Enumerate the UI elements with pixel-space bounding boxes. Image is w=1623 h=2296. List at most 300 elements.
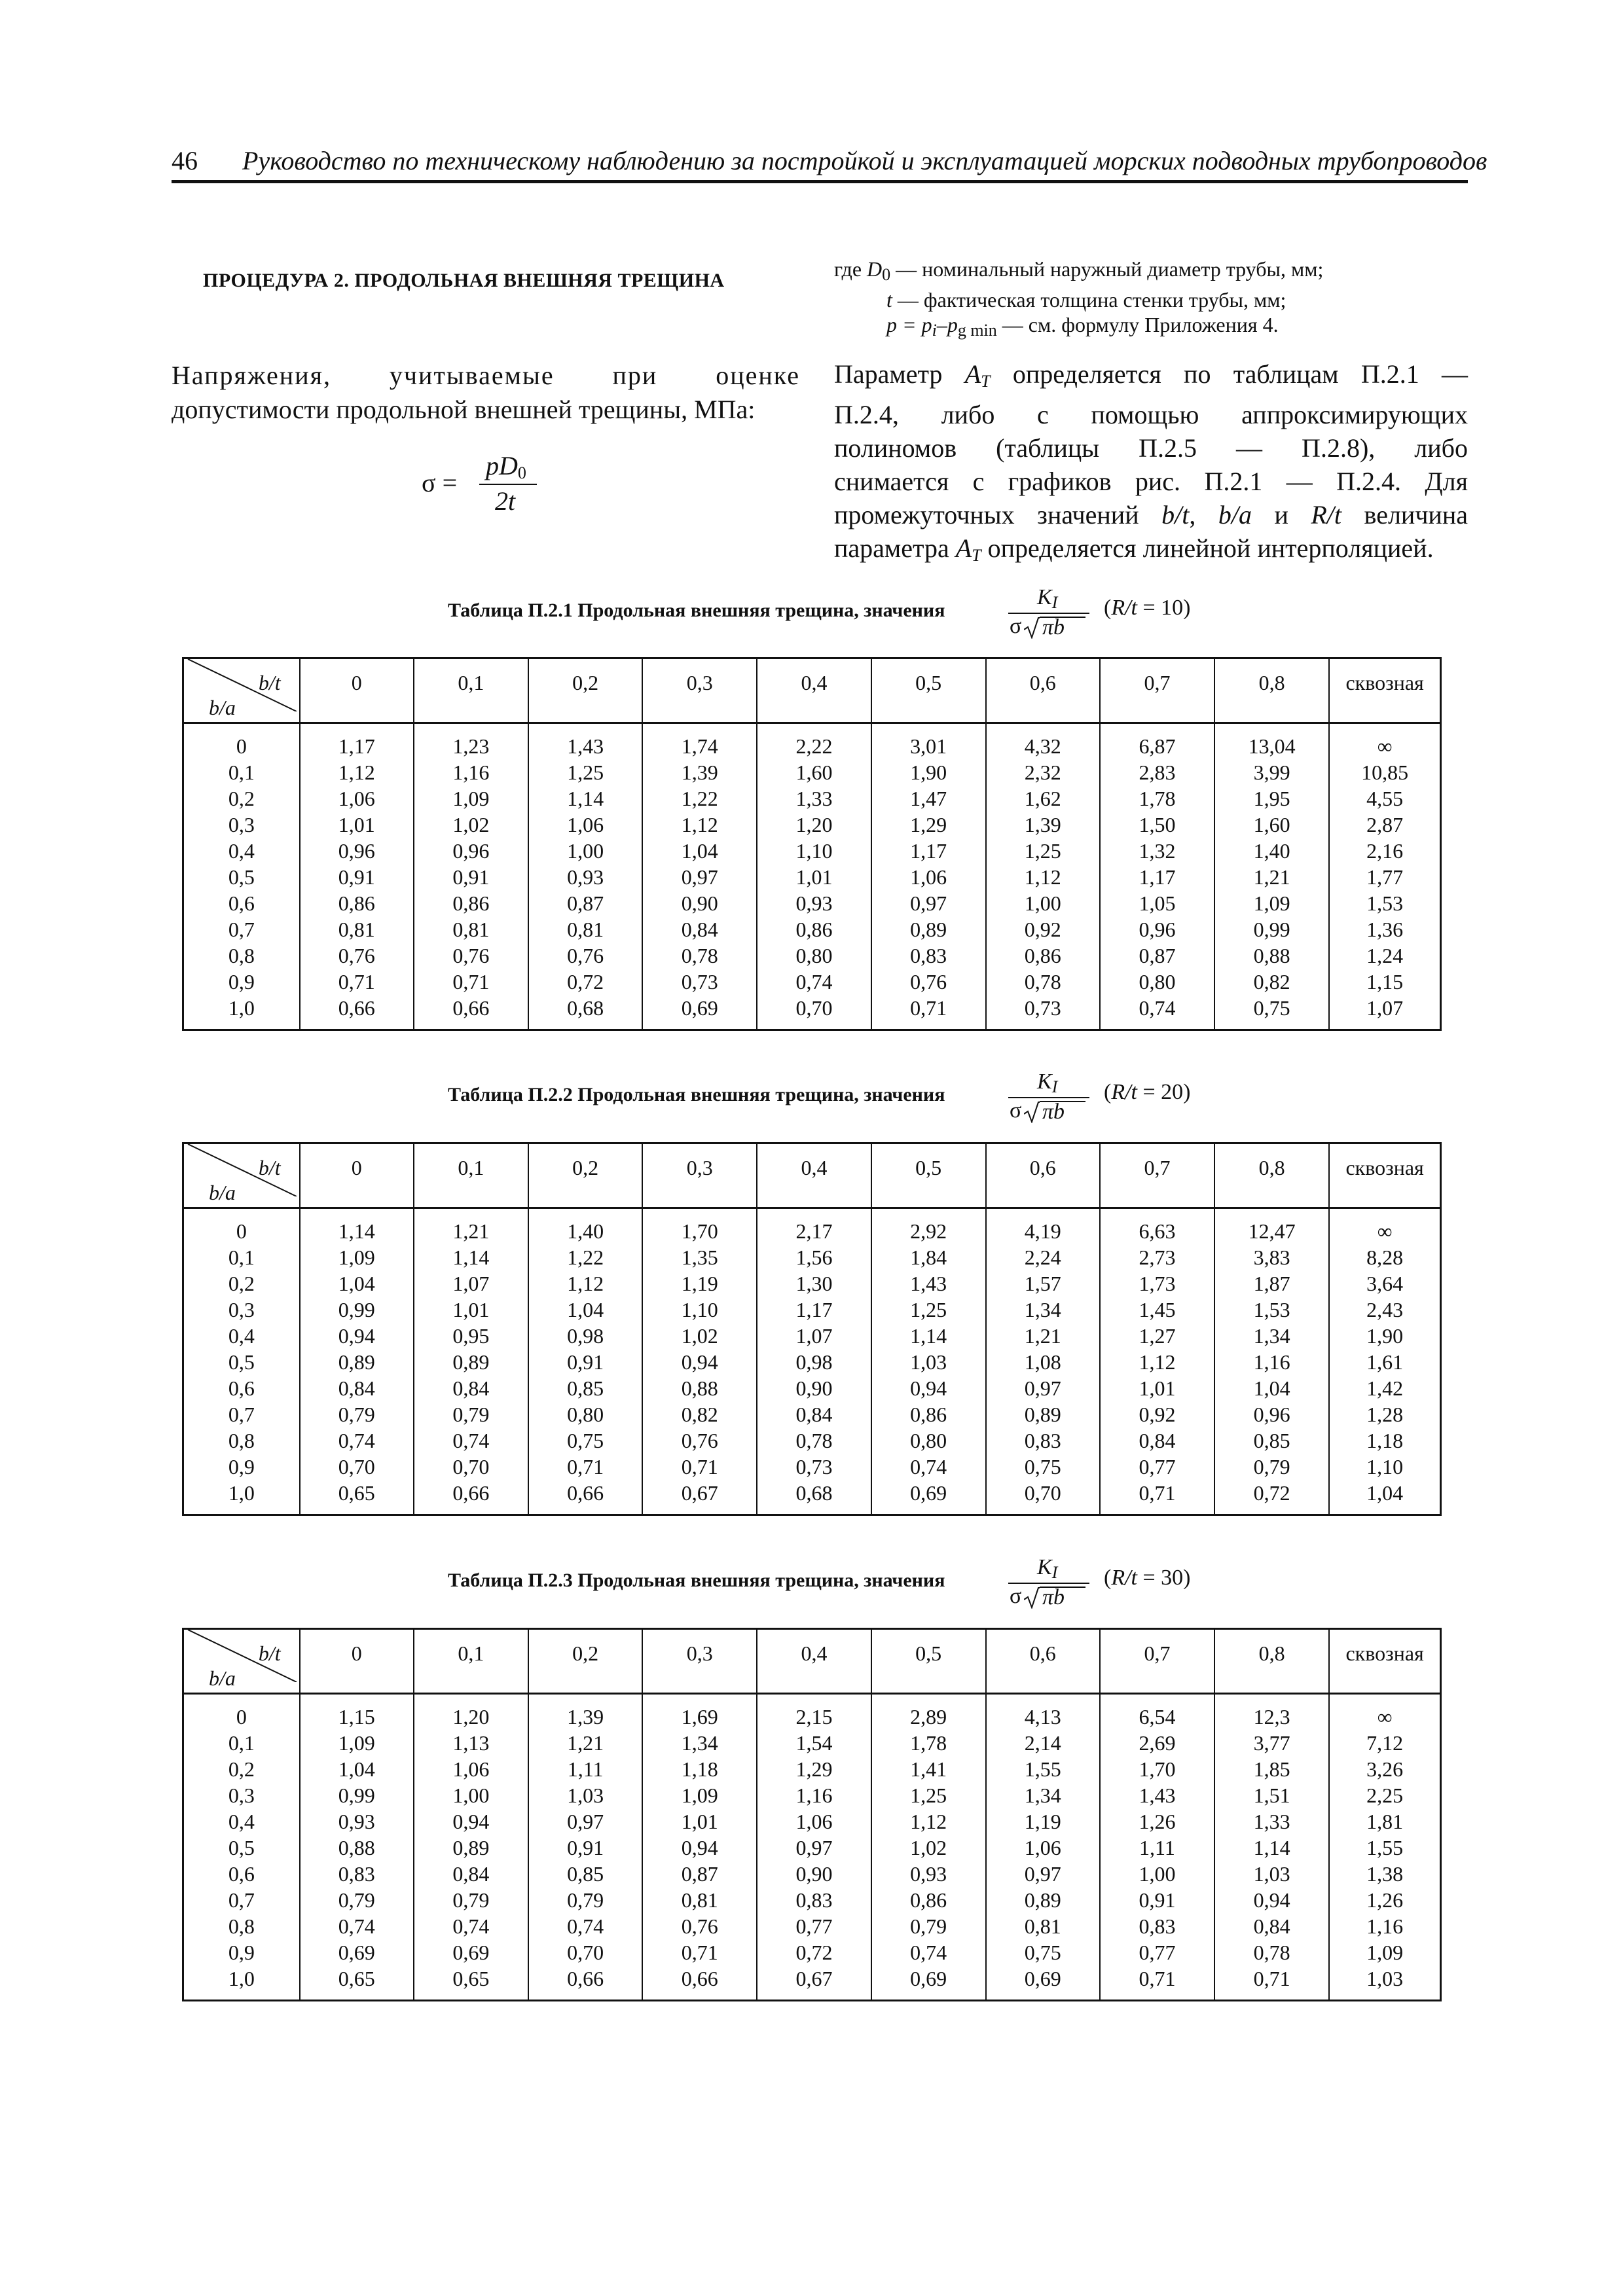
table-cell: 0,91 — [414, 864, 528, 890]
table-cell: 1,17 — [871, 838, 986, 864]
header-rule — [172, 180, 1468, 183]
table-cell: 1,19 — [642, 1270, 757, 1297]
table-cell: 0,94 — [642, 1349, 757, 1375]
table-cell: 0,81 — [642, 1887, 757, 1913]
table-cell: 1,11 — [528, 1756, 642, 1782]
table-cell: 0,66 — [414, 995, 528, 1030]
table-cell: 3,83 — [1214, 1244, 1329, 1270]
table-cell: 0,65 — [414, 1965, 528, 2001]
table-cell: 1,04 — [1214, 1375, 1329, 1401]
column-header: 0,5 — [871, 1629, 986, 1694]
formula-numerator: $pD_0$ — [486, 451, 526, 482]
table-cell: 2,43 — [1329, 1297, 1440, 1323]
table-cell: 0,86 — [986, 942, 1100, 969]
table-row — [183, 1375, 1441, 1401]
table-cell: 0,65 — [300, 1965, 414, 2001]
column-header: 0,6 — [986, 1143, 1100, 1208]
table-cell: 1,40 — [1214, 838, 1329, 864]
table-cell: 1,34 — [986, 1297, 1100, 1323]
row-label: 0,7 — [228, 1403, 255, 1426]
table-cell: 0,76 — [642, 1427, 757, 1454]
table-cell: 0,90 — [642, 890, 757, 916]
table-cell: 0,86 — [871, 1401, 986, 1427]
running-title: Руководство по техническому наблюдению за постройкой и эксплуатацией морских подводных трубопроводов — [242, 146, 1487, 175]
table-rt-value: (R/t = 30) — [1104, 1566, 1191, 1590]
table-cell: 1,16 — [414, 759, 528, 785]
table-cell: 0,94 — [414, 1808, 528, 1835]
table-cell: 0,76 — [642, 1913, 757, 1939]
table-cell: 0,96 — [1214, 1401, 1329, 1427]
table-header-row — [183, 1629, 1441, 1694]
stress-paragraph-line1: Напряжения, учитываемые при оценке — [172, 361, 800, 390]
row-label: 0,6 — [228, 891, 255, 915]
table-cell: 0,88 — [1214, 942, 1329, 969]
table-cell: 0,97 — [528, 1808, 642, 1835]
table-rt-value: (R/t = 10) — [1104, 596, 1191, 620]
table-cell: 0,81 — [986, 1913, 1100, 1939]
table-cell: 0,70 — [528, 1939, 642, 1965]
column-header: 0,3 — [642, 1629, 757, 1694]
table-cell: 1,16 — [757, 1782, 871, 1808]
table-cell: 1,77 — [1329, 864, 1440, 890]
table-cell: 1,12 — [528, 1270, 642, 1297]
row-label: 0,5 — [228, 1350, 255, 1374]
table-cell: 1,14 — [1214, 1835, 1329, 1861]
table-cell: 1,01 — [414, 1297, 528, 1323]
table-cell: 1,36 — [1329, 916, 1440, 942]
table-cell: 1,25 — [986, 838, 1100, 864]
table-cell: 0,68 — [757, 1480, 871, 1515]
corner-ba-label: b/a — [209, 1666, 236, 1690]
table-cell: 0,93 — [871, 1861, 986, 1887]
table-cell: 0,71 — [642, 1454, 757, 1480]
table-cell: ∞ — [1329, 1694, 1440, 1731]
row-label: 0,3 — [228, 1298, 255, 1321]
table-cell: 4,13 — [986, 1694, 1100, 1731]
table-cell: 0,89 — [986, 1887, 1100, 1913]
table-cell: 1,29 — [871, 812, 986, 838]
table-cell: 1,70 — [1100, 1756, 1214, 1782]
definition-d0: где $D_0$ — номинальный наружный диаметр трубы, мм; — [834, 257, 1324, 284]
table-cell: 1,33 — [757, 785, 871, 812]
column-header: 0,5 — [871, 658, 986, 723]
table-cell: 2,87 — [1329, 812, 1440, 838]
table-cell: 3,26 — [1329, 1756, 1440, 1782]
table-cell: 0,73 — [757, 1454, 871, 1480]
row-label: 0,6 — [228, 1376, 255, 1400]
table-cell: 0,74 — [528, 1913, 642, 1939]
column-header: 0,1 — [414, 658, 528, 723]
table-cell: 0,85 — [1214, 1427, 1329, 1454]
table-cell: 1,32 — [1100, 838, 1214, 864]
table-cell: 0,69 — [871, 1965, 986, 2001]
table-cell: 0,86 — [300, 890, 414, 916]
table-cell: 1,73 — [1100, 1270, 1214, 1297]
table-cell: 1,00 — [1100, 1861, 1214, 1887]
table-row — [183, 864, 1441, 890]
column-header: 0 — [300, 658, 414, 723]
table-row — [183, 916, 1441, 942]
table-cell: 0,97 — [642, 864, 757, 890]
table-cell: 0,99 — [300, 1782, 414, 1808]
table-cell: 1,11 — [1100, 1835, 1214, 1861]
table-cell: 1,54 — [757, 1730, 871, 1756]
table-cell: 0,80 — [871, 1427, 986, 1454]
table-cell: 0,71 — [414, 969, 528, 995]
table-cell: 0,87 — [1100, 942, 1214, 969]
column-header: 0,7 — [1100, 658, 1214, 723]
table-cell: 0,83 — [757, 1887, 871, 1913]
table-cell: 2,22 — [757, 723, 871, 760]
table-cell: 3,99 — [1214, 759, 1329, 785]
table-cell: 1,07 — [1329, 995, 1440, 1030]
table-cell: 1,21 — [986, 1323, 1100, 1349]
parameter-paragraph — [834, 357, 1468, 572]
table-cell: 0,79 — [300, 1401, 414, 1427]
table-cell: 0,80 — [528, 1401, 642, 1427]
table-row — [183, 723, 1441, 760]
table-cell: 0,92 — [986, 916, 1100, 942]
column-header: 0,3 — [642, 658, 757, 723]
row-label: 0,5 — [228, 865, 255, 889]
table-cell: 1,25 — [528, 759, 642, 785]
table-cell: 2,73 — [1100, 1244, 1214, 1270]
table-cell: 1,14 — [871, 1323, 986, 1349]
table-cell: 0,83 — [986, 1427, 1100, 1454]
table-cell: 0,74 — [1100, 995, 1214, 1030]
table-cell: 1,15 — [1329, 969, 1440, 995]
column-header: 0,2 — [528, 658, 642, 723]
table-cell: 0,89 — [414, 1835, 528, 1861]
table-cell: 1,39 — [986, 812, 1100, 838]
table-cell: 2,32 — [986, 759, 1100, 785]
corner-bt-label: b/t — [258, 1156, 281, 1179]
table-cell: 1,95 — [1214, 785, 1329, 812]
row-label: 1,0 — [228, 996, 255, 1020]
column-header: 0,6 — [986, 1629, 1100, 1694]
table-cell: 1,26 — [1329, 1887, 1440, 1913]
table-cell: 6,54 — [1100, 1694, 1214, 1731]
table-caption — [0, 1060, 1623, 1132]
table-cell: 0,69 — [300, 1939, 414, 1965]
table-cell: 1,20 — [757, 812, 871, 838]
procedure-heading: ПРОЦЕДУРА 2. ПРОДОЛЬНАЯ ВНЕШНЯЯ ТРЕЩИНА — [203, 270, 725, 291]
table-row — [183, 1349, 1441, 1375]
table-cell: 0,66 — [528, 1965, 642, 2001]
table-cell: 2,14 — [986, 1730, 1100, 1756]
formula-lhs: σ = — [422, 468, 458, 497]
table-cell: 0,72 — [1214, 1480, 1329, 1515]
table-cell: 1,87 — [1214, 1270, 1329, 1297]
table-cell: 0,77 — [757, 1913, 871, 1939]
table-cell: 0,77 — [1100, 1939, 1214, 1965]
row-label: 0,9 — [228, 970, 255, 994]
table-cell: 2,15 — [757, 1694, 871, 1731]
table-row — [183, 1323, 1441, 1349]
table-cell: 0,81 — [414, 916, 528, 942]
ki-fraction: $K_I$ σ πb — [1006, 576, 1091, 641]
table-cell: 1,34 — [642, 1730, 757, 1756]
table-cell: 0,75 — [986, 1454, 1100, 1480]
table-cell: 1,09 — [414, 785, 528, 812]
table-cell: 1,04 — [300, 1270, 414, 1297]
parameter-paragraph-line: Параметр $A_T$ определяется по таблицам П.2.1 — — [834, 359, 1468, 391]
table-header-row — [183, 658, 1441, 723]
table-cell: 1,43 — [871, 1270, 986, 1297]
parameter-paragraph-line: снимается с графиков рис. П.2.1 — П.2.4. Для — [834, 467, 1468, 496]
table-cell: 2,69 — [1100, 1730, 1214, 1756]
table-cell: 0,76 — [414, 942, 528, 969]
table-cell: 1,19 — [986, 1808, 1100, 1835]
column-header: 0,5 — [871, 1143, 986, 1208]
table-cell: 1,14 — [528, 785, 642, 812]
column-header: 0,2 — [528, 1143, 642, 1208]
table-cell: 1,09 — [1329, 1939, 1440, 1965]
parameter-paragraph-line: параметра $A_T$ определяется линейной интерполяцией. — [834, 533, 1434, 565]
table-cell: 0,71 — [1100, 1480, 1214, 1515]
table-cell: 1,22 — [528, 1244, 642, 1270]
table-row — [183, 1913, 1441, 1939]
table-cell: 4,32 — [986, 723, 1100, 760]
row-label: 0,2 — [228, 1757, 255, 1781]
table-cell: 1,78 — [871, 1730, 986, 1756]
table-cell: 0,69 — [414, 1939, 528, 1965]
table-cell: 1,01 — [1100, 1375, 1214, 1401]
table-cell: 0,71 — [642, 1939, 757, 1965]
corner-ba-label: b/a — [209, 696, 236, 719]
column-header: сквозная — [1329, 1143, 1440, 1208]
table-cell: 1,09 — [1214, 890, 1329, 916]
table-cell: 0,93 — [757, 890, 871, 916]
table-caption-text: Таблица П.2.3 Продольная внешняя трещина, значения — [448, 1570, 945, 1591]
table-cell: 2,16 — [1329, 838, 1440, 864]
table-cell: 1,22 — [642, 785, 757, 812]
table-cell: 12,3 — [1214, 1694, 1329, 1731]
table-cell: 1,35 — [642, 1244, 757, 1270]
table-cell: 6,63 — [1100, 1208, 1214, 1245]
table-cell: 0,90 — [757, 1861, 871, 1887]
table-cell: 0,97 — [986, 1375, 1100, 1401]
table-cell: 0,66 — [414, 1480, 528, 1515]
table-row — [183, 1270, 1441, 1297]
table-cell: 1,21 — [528, 1730, 642, 1756]
table-cell: 0,83 — [300, 1861, 414, 1887]
table-cell: 1,17 — [757, 1297, 871, 1323]
table-cell: 0,78 — [642, 942, 757, 969]
table-cell: 1,84 — [871, 1244, 986, 1270]
table-row — [183, 1756, 1441, 1782]
table-cell: 1,03 — [1214, 1861, 1329, 1887]
table-cell: 1,39 — [642, 759, 757, 785]
table-row — [183, 759, 1441, 785]
table-cell: 0,66 — [300, 995, 414, 1030]
row-label: 0 — [236, 1705, 247, 1729]
column-header: 0,7 — [1100, 1629, 1214, 1694]
table-cell: 0,97 — [757, 1835, 871, 1861]
table-cell: 1,14 — [414, 1244, 528, 1270]
table-cell: 1,00 — [528, 838, 642, 864]
row-label: 0,3 — [228, 1784, 255, 1807]
table-cell: 0,98 — [528, 1323, 642, 1349]
parameter-paragraph-line: П.2.4, либо с помощью аппроксимирующих — [834, 400, 1468, 429]
table-cell: 1,34 — [1214, 1323, 1329, 1349]
table-cell: 0,69 — [871, 1480, 986, 1515]
table-cell: 0,65 — [300, 1480, 414, 1515]
table-cell: 0,89 — [414, 1349, 528, 1375]
table-cell: 1,03 — [871, 1349, 986, 1375]
table-row — [183, 1782, 1441, 1808]
column-header: 0,8 — [1214, 658, 1329, 723]
table-cell: 2,25 — [1329, 1782, 1440, 1808]
table-cell: 0,85 — [528, 1375, 642, 1401]
definition-p: $p = p_i-p_{g min}$ — см. формулу Приложения 4. — [886, 313, 1279, 340]
table-row — [183, 1208, 1441, 1245]
table-cell: 0,97 — [986, 1861, 1100, 1887]
table-cell: 1,10 — [1329, 1454, 1440, 1480]
table-cell: 6,87 — [1100, 723, 1214, 760]
table-cell: 0,84 — [1100, 1427, 1214, 1454]
table-row — [183, 1887, 1441, 1913]
table-cell: 1,42 — [1329, 1375, 1440, 1401]
table-caption — [0, 576, 1623, 648]
table-cell: 0,95 — [414, 1323, 528, 1349]
table-cell: 1,62 — [986, 785, 1100, 812]
table-row — [183, 995, 1441, 1030]
page-number: 46 — [172, 146, 198, 175]
table-cell: 1,04 — [1329, 1480, 1440, 1515]
table-row — [183, 1244, 1441, 1270]
table-cell: 1,78 — [1100, 785, 1214, 812]
table-cell: 0,91 — [528, 1835, 642, 1861]
table-cell: 0,97 — [871, 890, 986, 916]
table-cell: 0,75 — [986, 1939, 1100, 1965]
table-cell: 0,88 — [300, 1835, 414, 1861]
table-cell: ∞ — [1329, 723, 1440, 760]
table-cell: 1,00 — [986, 890, 1100, 916]
corner-cell — [183, 1629, 300, 1694]
row-label: 0,3 — [228, 813, 255, 836]
table-cell: 12,47 — [1214, 1208, 1329, 1245]
row-label: 1,0 — [228, 1481, 255, 1505]
table-cell: 1,61 — [1329, 1349, 1440, 1375]
table-cell: 0,86 — [757, 916, 871, 942]
table-row — [183, 785, 1441, 812]
table-cell: 1,03 — [1329, 1965, 1440, 2001]
table-cell: 1,01 — [757, 864, 871, 890]
table-cell: 1,38 — [1329, 1861, 1440, 1887]
row-label: 0,1 — [228, 1246, 255, 1269]
table-cell: 1,25 — [871, 1297, 986, 1323]
row-label: 0,7 — [228, 918, 255, 941]
table-caption-text: Таблица П.2.1 Продольная внешняя трещина, значения — [448, 600, 945, 621]
table-cell: 1,01 — [300, 812, 414, 838]
table-cell: 1,26 — [1100, 1808, 1214, 1835]
table-cell: 0,81 — [528, 916, 642, 942]
table-cell: 0,79 — [414, 1887, 528, 1913]
table-cell: 1,57 — [986, 1270, 1100, 1297]
row-label: 0,1 — [228, 761, 255, 784]
corner-bt-label: b/t — [258, 1641, 281, 1665]
table-cell: 0,91 — [528, 1349, 642, 1375]
table-cell: 1,41 — [871, 1756, 986, 1782]
table-cell: 1,17 — [300, 723, 414, 760]
column-header: сквозная — [1329, 658, 1440, 723]
row-label: 0,8 — [228, 944, 255, 967]
table-cell: 0,85 — [528, 1861, 642, 1887]
table-cell: 3,01 — [871, 723, 986, 760]
table-cell: 1,12 — [300, 759, 414, 785]
table-cell: 0,84 — [757, 1401, 871, 1427]
row-label: 0,9 — [228, 1941, 255, 1964]
table-cell: 0,74 — [300, 1913, 414, 1939]
table-cell: 1,23 — [414, 723, 528, 760]
table-cell: 0,84 — [414, 1861, 528, 1887]
table-cell: 1,34 — [986, 1782, 1100, 1808]
table-cell: 0,89 — [986, 1401, 1100, 1427]
table-cell: 0,70 — [300, 1454, 414, 1480]
row-label: 0,4 — [228, 1324, 255, 1348]
row-label: 0,5 — [228, 1836, 255, 1859]
parameter-paragraph-line: полиномов (таблицы П.2.5 — П.2.8), либо — [834, 433, 1468, 463]
table-cell: 3,64 — [1329, 1270, 1440, 1297]
row-label: 0,6 — [228, 1862, 255, 1886]
stress-formula — [422, 451, 539, 516]
row-label: 0,2 — [228, 1272, 255, 1295]
table-cell: 0,92 — [1100, 1401, 1214, 1427]
table-cell: 0,74 — [414, 1913, 528, 1939]
table-cell: 1,05 — [1100, 890, 1214, 916]
table-row — [183, 1427, 1441, 1454]
table-cell: 1,01 — [642, 1808, 757, 1835]
table-row — [183, 1965, 1441, 2001]
table-cell: 1,08 — [986, 1349, 1100, 1375]
table-cell: 0,90 — [757, 1375, 871, 1401]
table-cell: 0,93 — [300, 1808, 414, 1835]
table-cell: 4,55 — [1329, 785, 1440, 812]
table-cell: 0,94 — [642, 1835, 757, 1861]
page-header — [172, 145, 1487, 179]
table-cell: 1,18 — [1329, 1427, 1440, 1454]
table-cell: 0,83 — [871, 942, 986, 969]
table-cell: 1,21 — [1214, 864, 1329, 890]
table-cell: 0,88 — [642, 1375, 757, 1401]
table-cell: 1,06 — [528, 812, 642, 838]
table-cell: 0,89 — [300, 1349, 414, 1375]
table-cell: 1,90 — [1329, 1323, 1440, 1349]
table-cell: 0,76 — [871, 969, 986, 995]
column-header: 0,6 — [986, 658, 1100, 723]
row-label: 0 — [236, 1219, 247, 1243]
table-cell: 1,85 — [1214, 1756, 1329, 1782]
table-cell: 1,53 — [1214, 1297, 1329, 1323]
table-row — [183, 1480, 1441, 1515]
row-label: 0,7 — [228, 1888, 255, 1912]
table-row — [183, 969, 1441, 995]
table-cell: 0,72 — [528, 969, 642, 995]
table-cell: 1,33 — [1214, 1808, 1329, 1835]
table-cell: 0,94 — [300, 1323, 414, 1349]
table-cell: 0,79 — [528, 1887, 642, 1913]
table-cell: 0,66 — [528, 1480, 642, 1515]
table-cell: 1,60 — [1214, 812, 1329, 838]
table-cell: 0,84 — [300, 1375, 414, 1401]
table-cell: 0,99 — [1214, 916, 1329, 942]
table-cell: 1,15 — [300, 1694, 414, 1731]
table-cell: 1,16 — [1329, 1913, 1440, 1939]
table-cell: 0,81 — [300, 916, 414, 942]
table-cell: 0,93 — [528, 864, 642, 890]
table-cell: 1,06 — [300, 785, 414, 812]
